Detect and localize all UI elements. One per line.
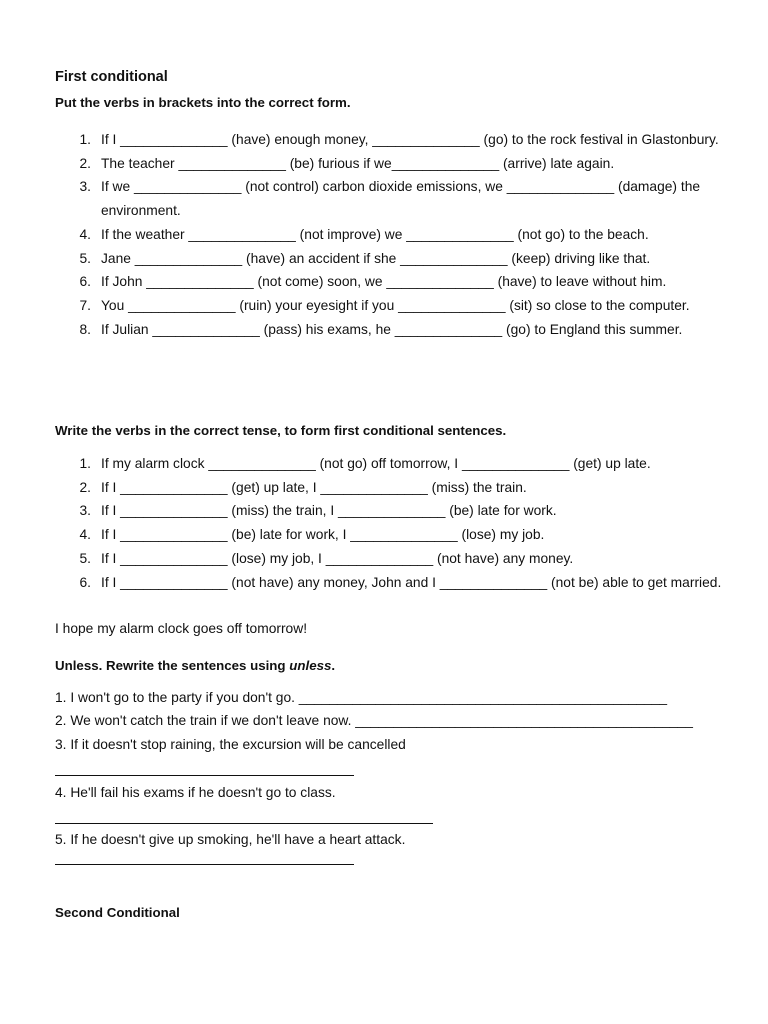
list-item-text: If my alarm clock ______________ (not go) off tomorrow, I ______________ (get) up late. [101,456,651,471]
list-item: 2. If I ______________ (get) up late, I ______________ (miss) the train. [79,479,527,495]
list-item: 3. If we ______________ (not control) carbon dioxide emissions, we ______________ (damage) the environment. [79,179,701,219]
answer-line [55,823,433,824]
list-item: 7. You ______________ (ruin) your eyesight if you ______________ (sit) so close to the computer. [79,297,690,313]
list-item: 2. The teacher ______________ (be) furious if we______________ (arrive) late again. [79,155,615,171]
section2-footer: I hope my alarm clock goes off tomorrow! [55,621,308,636]
section4-title: Second Conditional [55,905,180,920]
list-item-text: If I ______________ (lose) my job, I ______________ (not have) any money. [101,550,574,566]
section3-instruction: Unless. Rewrite the sentences using unless. [55,658,336,673]
list-item: 6. If I ______________ (not have) any money, John and I ______________ (not be) able to get married. [79,574,722,590]
list-item: 4. If the weather ______________ (not improve) we ______________ (not go) to the beach. [79,226,649,242]
list-item-text: If I ______________ (not have) any money, John and I ______________ (not be) able to get married. [101,574,722,590]
list-item-text: If I ______________ (miss) the train, I ______________ (be) late for work. [101,503,557,519]
unless-item-3: 3. If it doesn't stop raining, the excursion will be cancelled [55,737,406,752]
list-item: 6. If John ______________ (not come) soon, we ______________ (have) to leave without him. [79,274,667,290]
list-item-text: If I ______________ (have) enough money, ______________ (go) to the rock festival in Glastonbury. [101,132,719,147]
list-item: 5. Jane ______________ (have) an accident if she ______________ (keep) driving like that. [79,250,651,266]
answer-line [55,775,354,776]
list-item: 5. If I ______________ (lose) my job, I ______________ (not have) any money. [79,550,574,566]
section1-instruction: Put the verbs in brackets into the correct form. [55,95,351,110]
list-item-text: If we ______________ (not control) carbon dioxide emissions, we ______________ (damage) the environment. [101,179,701,219]
unless-item-5: 5. If he doesn't give up smoking, he'll have a heart attack. [55,832,406,847]
section2-instruction: Write the verbs in the correct tense, to form first conditional sentences. [55,423,507,438]
unless-item-4: 4. He'll fail his exams if he doesn't go to class. [55,785,336,800]
list-item-text: If Julian ______________ (pass) his exams, he ______________ (go) to England this summer. [101,321,683,337]
list-item: 3. If I ______________ (miss) the train, I ______________ (be) late for work. [79,503,557,519]
list-item-text: If the weather ______________ (not improve) we ______________ (not go) to the beach. [101,226,649,242]
list-item: 8. If Julian ______________ (pass) his exams, he ______________ (go) to England this summer. [79,321,683,337]
list-item-text: The teacher ______________ (be) furious if we______________ (arrive) late again. [101,155,615,171]
unless-item-1: 1. I won't go to the party if you don't go. ________________________________________________ [55,690,668,705]
list-item: 1. If my alarm clock ______________ (not go) off tomorrow, I ______________ (get) up late. [79,456,651,471]
list-item-text: If I ______________ (get) up late, I ______________ (miss) the train. [101,479,527,495]
list-item-text: Jane ______________ (have) an accident if she ______________ (keep) driving like that. [101,250,651,266]
section2-list [55,452,725,594]
page-title: First conditional [55,69,168,85]
list-item-text: If John ______________ (not come) soon, we ______________ (have) to leave without him. [101,274,667,290]
unless-item-2: 2. We won't catch the train if we don't leave now. ____________________________________________ [55,713,693,728]
section1-list [55,128,725,341]
list-item: 1. If I ______________ (have) enough money, ______________ (go) to the rock festival in Glastonbury. [79,132,719,147]
list-item-text: You ______________ (ruin) your eyesight if you ______________ (sit) so close to the computer. [101,297,690,313]
list-item: 4. If I ______________ (be) late for work, I ______________ (lose) my job. [79,527,545,543]
list-item-text: If I ______________ (be) late for work, I ______________ (lose) my job. [101,527,545,543]
answer-line [55,864,354,865]
